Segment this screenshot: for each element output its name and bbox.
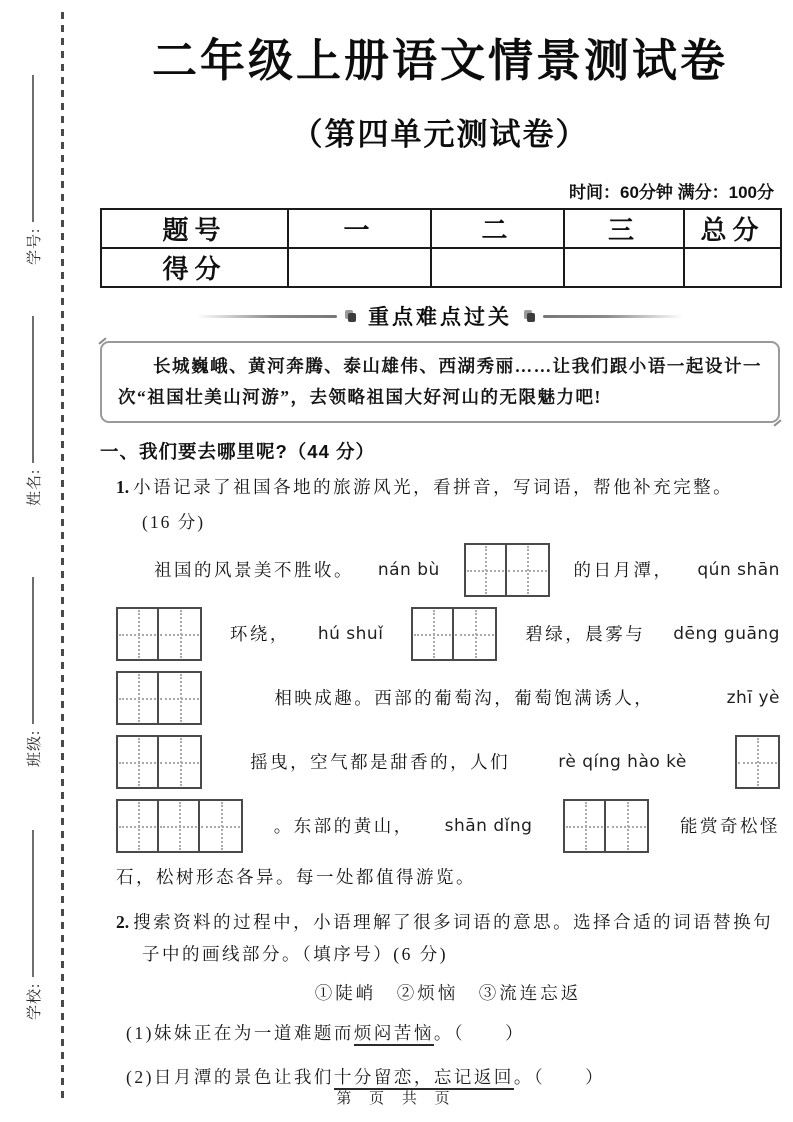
key-points-banner [100, 301, 780, 331]
score-table-score-row [101, 248, 781, 287]
underlined-phrase: 十分留恋，忘记返回 [334, 1067, 514, 1090]
banner-right-line [543, 315, 683, 318]
sentence-text: 祖国的风景美不胜收。 [154, 560, 354, 581]
grid-cell[interactable] [118, 609, 159, 659]
sentence-text: 相映成趣。西部的葡萄沟，葡萄饱满诱人， [274, 688, 655, 709]
grid-cell[interactable] [118, 737, 159, 787]
grid-cell[interactable] [454, 609, 495, 659]
sidebar-field-class [22, 577, 44, 767]
pinyin-text: dēng guāng [673, 623, 780, 644]
answer-blank-parens[interactable]: 。（ ） [433, 1022, 526, 1043]
pinyin-text: zhī yè [726, 687, 780, 708]
sentence-text: 。东部的黄山， [273, 816, 414, 837]
banner-title: 重点难点过关 [368, 306, 512, 329]
question-2-prompt: 2. 搜索资料的过程中，小语理解了很多词语的意思。选择合适的词语替换句子中的画线部分。（填序号）(6 分) [116, 911, 774, 965]
answer-writing-grid[interactable] [116, 671, 202, 725]
score-cell[interactable] [431, 248, 564, 287]
q1-line [116, 602, 780, 666]
grid-cell[interactable] [118, 801, 159, 851]
sentence-text: 摇曳，空气都是甜香的，人们 [250, 752, 511, 773]
sidebar-field-blank[interactable] [32, 577, 34, 724]
score-table-header-cell: 一 [288, 209, 431, 248]
sidebar-field-blank[interactable] [32, 830, 34, 977]
answer-writing-grid[interactable] [116, 607, 202, 661]
answer-writing-grid[interactable] [411, 607, 497, 661]
score-cell[interactable] [564, 248, 684, 287]
pinyin-text: hú shuǐ [317, 623, 384, 644]
item-text: (1)妹妹正在为一道难题而 [126, 1022, 354, 1043]
sentence-text: 石，松树形态各异。每一处都值得游览。 [116, 867, 476, 888]
banner-left-line [197, 315, 337, 318]
answer-writing-grid[interactable] [735, 735, 780, 789]
q1-line [116, 666, 780, 730]
pinyin-text: nán bù [377, 559, 440, 580]
ink-mark-icon [524, 310, 535, 322]
q1-line [116, 730, 780, 794]
scenario-intro-box [100, 341, 780, 423]
sidebar-field-blank[interactable] [32, 316, 34, 463]
answer-writing-grid[interactable] [464, 543, 550, 597]
grid-cell[interactable] [507, 545, 548, 595]
scenario-intro-text: 长城巍峨、黄河奔腾、泰山雄伟、西湖秀丽……让我们跟小语一起设计一次“祖国壮美山河游”，去领略祖国大好河山的无限魅力吧! [118, 356, 762, 407]
score-cell[interactable] [288, 248, 431, 287]
sidebar-field-student-id [22, 75, 44, 265]
pinyin-text: shān dǐng [444, 815, 533, 836]
sidebar-field-name [22, 316, 44, 506]
question-2-options: ①陡峭 ②烦恼 ③流连忘返 [314, 982, 582, 1003]
q1-line [116, 794, 780, 858]
answer-writing-grid[interactable] [116, 799, 243, 853]
score-table-header-row [101, 209, 781, 248]
grid-cell[interactable] [159, 609, 200, 659]
score-table-header-cell: 题号 [101, 209, 288, 248]
sidebar-field-blank[interactable] [32, 75, 34, 222]
sidebar-field-label: 班级: [26, 729, 43, 767]
underlined-phrase: 烦闷苦恼 [354, 1023, 434, 1046]
grid-cell[interactable] [159, 737, 200, 787]
sentence-text: 的日月潭， [573, 560, 674, 581]
sentence-text: 碧绿，晨雾与 [525, 624, 646, 645]
pinyin-text: rè qíng hào kè [558, 751, 687, 772]
section-one-heading: 一、我们要去哪里呢?（44 分） [100, 441, 376, 463]
grid-cell[interactable] [159, 673, 200, 723]
item-text: (2)日月潭的景色让我们 [126, 1067, 334, 1088]
grid-cell[interactable] [159, 801, 200, 851]
time-score-info: 时间：60分钟 满分：100分 [569, 183, 774, 202]
grid-cell[interactable] [200, 801, 241, 851]
sentence-text: 环绕， [229, 624, 290, 645]
question-2 [100, 906, 780, 1094]
answer-blank-parens[interactable]: 。（ ） [513, 1067, 606, 1088]
q2-sentence-item [116, 1018, 780, 1050]
question-1-prompt: 1. 小语记录了祖国各地的旅游风光，看拼音，写词语，帮他补充完整。 [116, 477, 734, 498]
ink-mark-icon [345, 310, 356, 322]
answer-writing-grid[interactable] [116, 735, 202, 789]
sidebar-field-label: 姓名: [26, 468, 43, 506]
score-cell[interactable] [684, 248, 781, 287]
paper-content [100, 0, 780, 1094]
grid-cell[interactable] [466, 545, 507, 595]
q1-lines [116, 538, 780, 896]
sidebar-field-school [22, 830, 44, 1020]
score-row-label: 得分 [101, 248, 288, 287]
answer-writing-grid[interactable] [563, 799, 649, 853]
question-2-number: 2. [116, 911, 130, 932]
grid-cell[interactable] [118, 673, 159, 723]
sentence-text: 能赏奇松怪 [680, 816, 780, 837]
question-1-points: (16 分) [142, 511, 206, 532]
score-table-header-cell: 三 [564, 209, 684, 248]
grid-cell[interactable] [606, 801, 647, 851]
question-1-number: 1. [116, 477, 130, 498]
score-table [100, 208, 782, 288]
sidebar-field-label: 学号: [26, 227, 43, 265]
grid-cell[interactable] [737, 737, 778, 787]
binding-dashed-line [61, 12, 64, 1100]
paper-subtitle: （第四单元测试卷） [291, 117, 589, 152]
sidebar-field-label: 学校: [26, 982, 43, 1020]
q1-line [116, 858, 780, 896]
paper-title: 二年级上册语文情景测试卷 [151, 35, 728, 86]
q2-items [116, 1018, 780, 1094]
question-1 [100, 472, 780, 896]
pinyin-text: qún shān [697, 559, 780, 580]
page-footer: 第 页 共 页 [336, 1091, 457, 1107]
score-table-header-cell: 二 [431, 209, 564, 248]
grid-cell[interactable] [565, 801, 606, 851]
score-table-header-cell: 总分 [684, 209, 781, 248]
q1-line [116, 538, 780, 602]
grid-cell[interactable] [413, 609, 454, 659]
